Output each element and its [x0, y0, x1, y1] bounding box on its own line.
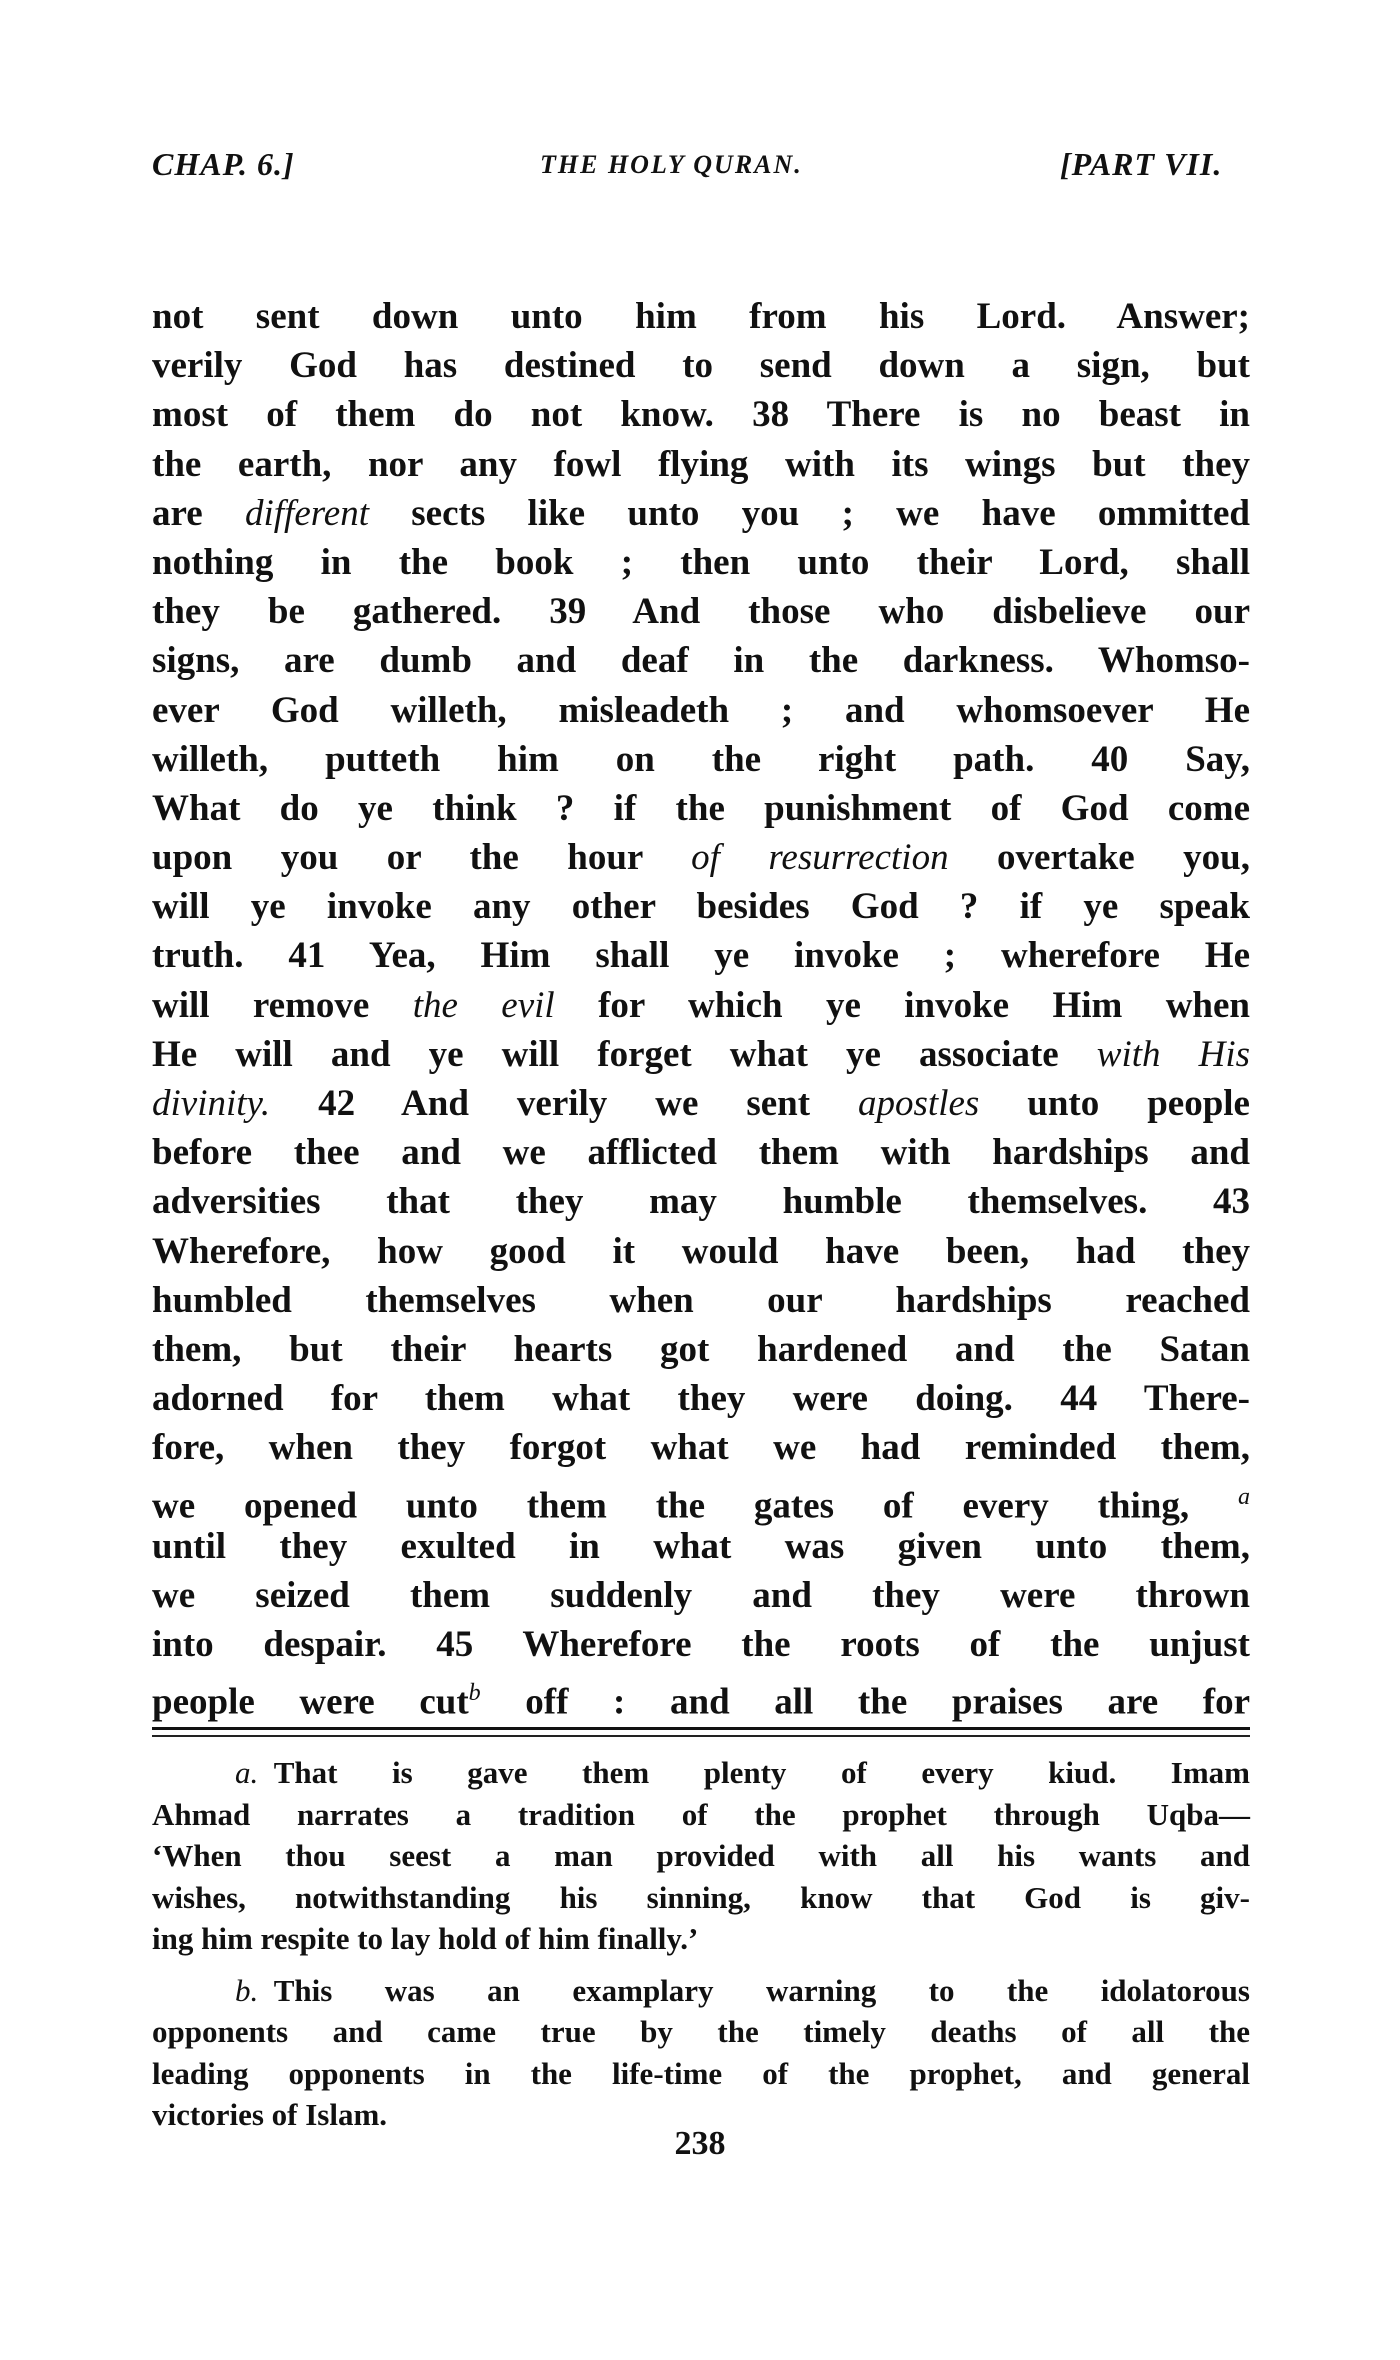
text-segment: not sent down unto him from his Lord. Answer;: [152, 296, 1250, 337]
footnote-line: [152, 2053, 1250, 2095]
text-segment: for which ye invoke Him when: [554, 984, 1251, 1026]
text-line: [152, 1473, 1250, 1526]
italic-text: divinity.: [152, 1083, 271, 1124]
text-segment: verily God has destined to send down a sign, but: [152, 345, 1250, 387]
text-segment: ever God willeth, misleadeth ; and whomsoever He: [152, 689, 1250, 731]
running-header-chapter: CHAP. 6.]: [152, 146, 295, 182]
text-segment: humbled themselves when our hardships reached: [152, 1279, 1250, 1321]
text-line: [152, 1620, 1250, 1669]
text-line: [152, 981, 1250, 1030]
footnote-text: That is gave them plenty of every kiud. Imam: [273, 1755, 1250, 1790]
text-line: [152, 292, 1250, 341]
footnote-text: ‘When thou seest a man provided with all his wants and: [152, 1838, 1250, 1873]
text-line: [152, 1522, 1250, 1571]
text-line: [152, 735, 1250, 784]
text-segment: sects like unto you ; we have ommitted: [368, 492, 1250, 534]
text-segment: before thee and we afflicted them with hardships and: [152, 1132, 1250, 1174]
text-line: [152, 784, 1250, 833]
footnote: [152, 1752, 1250, 1960]
text-line: [152, 341, 1250, 390]
text-line: [152, 1374, 1250, 1423]
footnote-line: [152, 1752, 1250, 1794]
text-line: [152, 1571, 1250, 1620]
footnote-rule-thin: [152, 1735, 1250, 1737]
text-line: [152, 833, 1250, 882]
footnotes: [152, 1752, 1250, 2146]
text-segment: until they exulted in what was given unto them,: [152, 1525, 1250, 1567]
text-segment: will ye invoke any other besides God ? if ye speak: [152, 886, 1250, 928]
footnote-line: [152, 1970, 1250, 2012]
text-segment: most of them do not know. 38 There is no beast in: [152, 394, 1250, 436]
text-line: [152, 931, 1250, 980]
text-line: [152, 1177, 1250, 1226]
text-segment: adorned for them what they were doing. 44 There-: [152, 1378, 1250, 1420]
text-segment: they be gathered. 39 And those who disbelieve our: [152, 591, 1250, 633]
text-segment: will remove: [152, 984, 413, 1026]
italic-text: the evil: [412, 984, 555, 1026]
footnote-line: [152, 1918, 1250, 1960]
text-segment: people were cut: [152, 1681, 469, 1723]
text-segment: signs, are dumb and deaf in the darkness. Whomso-: [152, 640, 1250, 682]
footnote-text: leading opponents in the life-time of the prophet, and general: [152, 2055, 1250, 2091]
footnote-text: Ahmad narrates a tradition of the prophet through Uqba—: [152, 1796, 1250, 1832]
italic-text: of resurrection: [691, 837, 949, 879]
footnote-mark: a.: [235, 1755, 259, 1790]
text-segment: What do ye think ? if the punishment of God come: [152, 787, 1250, 829]
footnote-reference: a: [1237, 1483, 1250, 1510]
text-segment: unto people: [979, 1083, 1250, 1124]
footnote-line: [152, 2011, 1250, 2053]
text-line: [152, 1227, 1250, 1276]
text-line: [152, 1423, 1250, 1472]
text-segment: truth. 41 Yea, Him shall ye invoke ; wherefore He: [152, 935, 1250, 977]
text-segment: we opened unto them the gates of every thing,: [152, 1484, 1238, 1526]
text-segment: off : and all the praises are for: [480, 1681, 1251, 1723]
text-segment: overtake you,: [948, 837, 1251, 879]
footnote-rule-thick: [152, 1727, 1250, 1730]
text-line: [152, 489, 1250, 538]
text-segment: 42 And verily we sent: [270, 1083, 859, 1124]
text-line: [152, 1276, 1250, 1325]
italic-text: apostles: [858, 1083, 980, 1124]
text-line: [152, 538, 1250, 587]
text-segment: upon you or the hour: [152, 837, 692, 879]
text-segment: willeth, putteth him on the right path. 40 Say,: [152, 738, 1250, 780]
text-segment: we seized them suddenly and they were thrown: [152, 1574, 1250, 1616]
text-segment: Wherefore, how good it would have been, had they: [152, 1230, 1250, 1272]
italic-text: with His: [1096, 1033, 1251, 1075]
footnote-text: wishes, notwithstanding his sinning, know that God is giv-: [152, 1879, 1250, 1915]
text-segment: are: [152, 492, 245, 534]
text-segment: them, but their hearts got hardened and the Satan: [152, 1328, 1250, 1370]
italic-text: different: [244, 492, 369, 534]
footnote-line: [152, 1877, 1250, 1919]
text-line: [152, 1128, 1250, 1177]
text-segment: the earth, nor any fowl flying with its wings but they: [152, 443, 1250, 485]
footnote-text: This was an examplary warning to the idolatorous: [273, 1972, 1250, 2008]
text-line: [152, 1669, 1251, 1723]
main-text: [152, 292, 1251, 1723]
text-segment: fore, when they forgot what we had reminded them,: [152, 1427, 1250, 1469]
footnote-line: [152, 1794, 1250, 1836]
text-line: [152, 440, 1250, 489]
text-line: [152, 390, 1250, 439]
running-header-title: THE HOLY QURAN.: [540, 150, 803, 179]
footnote-text: victories of Islam.: [152, 2097, 388, 2132]
footnote-mark: b.: [235, 1972, 259, 2008]
footnote-text: ing him respite to lay hold of him finally.’: [152, 1921, 699, 1956]
text-line: [152, 636, 1250, 685]
page-number: 238: [674, 2125, 726, 2162]
footnote-reference: b: [468, 1680, 481, 1707]
footnote: [152, 1970, 1250, 2136]
footnote-text: opponents and came true by the timely deaths of all the: [152, 2014, 1250, 2049]
text-segment: nothing in the book ; then unto their Lord, shall: [152, 541, 1250, 583]
running-header-part: [PART VII.: [1060, 146, 1223, 182]
text-line: [152, 587, 1250, 636]
text-segment: into despair. 45 Wherefore the roots of the unjust: [152, 1624, 1250, 1666]
text-line: [152, 686, 1250, 735]
footnote-line: [152, 1835, 1250, 1877]
text-line: [152, 882, 1250, 931]
text-segment: He will and ye will forget what ye associate: [152, 1033, 1097, 1075]
text-line: [152, 1079, 1250, 1128]
text-line: [152, 1325, 1250, 1374]
text-segment: adversities that they may humble themselves. 43: [152, 1181, 1250, 1223]
text-line: [152, 1030, 1250, 1079]
